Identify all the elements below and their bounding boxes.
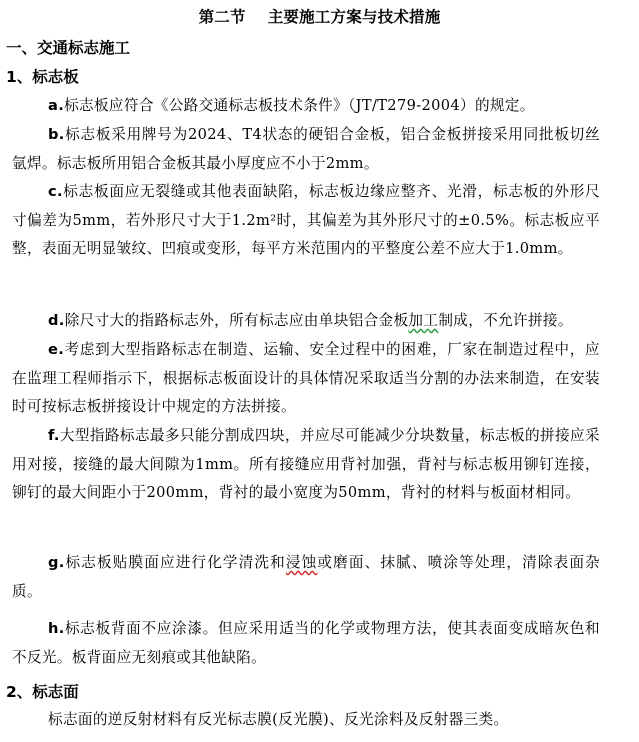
proofing-underline-text: 浸蚀: [285, 554, 318, 571]
item-marker: b.: [48, 126, 65, 143]
paragraph-a: [12, 92, 600, 121]
paragraph-e: [12, 336, 600, 422]
item-text: 标志板面应无裂缝或其他表面缺陷，标志板边缘应整齐、光滑，标志板的外形尺寸偏差为5mm，若外形尺寸大于1.2m²时，其偏差为其外形尺寸的±0.5%。标志板应平整，表面无明显皱纹、凹痕或变形，每平方米范围内的平整度公差不应大于1.0mm。: [12, 183, 600, 258]
paragraph-b: [12, 121, 600, 178]
heading-sign-surface: 2、标志面: [6, 683, 79, 701]
item-text: 除尺寸大的指路标志外，所有标志应由单块铝合金板: [64, 312, 409, 329]
item-marker: d.: [48, 312, 65, 329]
item-text: 标志板应符合《公路交通标志板技术条件》（JT/T279-2004）的规定。: [64, 97, 535, 114]
item-marker: e.: [48, 341, 65, 358]
item-text: 制成，不允许拼接。: [438, 312, 573, 329]
section-number: 第二节: [198, 8, 246, 26]
heading-sign-board: 1、标志板: [6, 68, 79, 86]
item-text: 标志板采用牌号为2024、T4状态的硬铝合金板，铝合金板拼接采用同批板切丝氩焊。标志板所用铝合金板其最小厚度应不小于2mm。: [12, 126, 600, 172]
item-marker: c.: [48, 183, 63, 200]
paragraph-g: [12, 549, 600, 606]
item-marker: g.: [48, 554, 65, 571]
item-marker: h.: [48, 620, 65, 637]
paragraph-c: [12, 178, 600, 264]
paragraph-d: [12, 307, 600, 336]
paragraph-f: [12, 422, 600, 508]
item-marker: f.: [48, 427, 60, 444]
item-text: 大型指路标志最多只能分割成四块，并应尽可能减少分块数量，标志板的拼接应采用对接，接缝的最大间隙为1mm。所有接缝应用背衬加强，背衬与标志板用铆钉连接，铆钉的最大间距小于200mm，背衬的最小宽度为50mm，背衬的材料与板面材相同。: [12, 427, 600, 502]
section-name: 主要施工方案与技术措施: [267, 8, 441, 26]
item-text: 标志面的逆反射材料有反光标志膜(反光膜)、反光涂料及反射器三类。: [48, 711, 509, 728]
heading-traffic-sign-construction: 一、交通标志施工: [6, 39, 131, 57]
item-text: 标志板贴膜面应进行化学清洗和: [64, 554, 286, 571]
paragraph-h: [12, 615, 600, 672]
item-text: 或磨面、抹腻、喷涂等处理，清除表面杂质。: [12, 554, 601, 600]
item-marker: a.: [48, 97, 65, 114]
proofing-underline-text: 加工: [408, 312, 439, 329]
item-text: 标志板背面不应涂漆。但应采用适当的化学或物理方法，使其表面变成暗灰色和不反光。板背面应无刻痕或其他缺陷。: [12, 620, 600, 666]
section-title: [0, 6, 639, 28]
paragraph-surface: [12, 706, 600, 735]
item-text: 考虑到大型指路标志在制造、运输、安全过程中的困难，厂家在制造过程中，应在监理工程师指示下，根据标志板面设计的具体情况采取适当分割的办法来制造，在安装时可按标志板拼接设计中规定的方法拼接。: [12, 341, 600, 416]
